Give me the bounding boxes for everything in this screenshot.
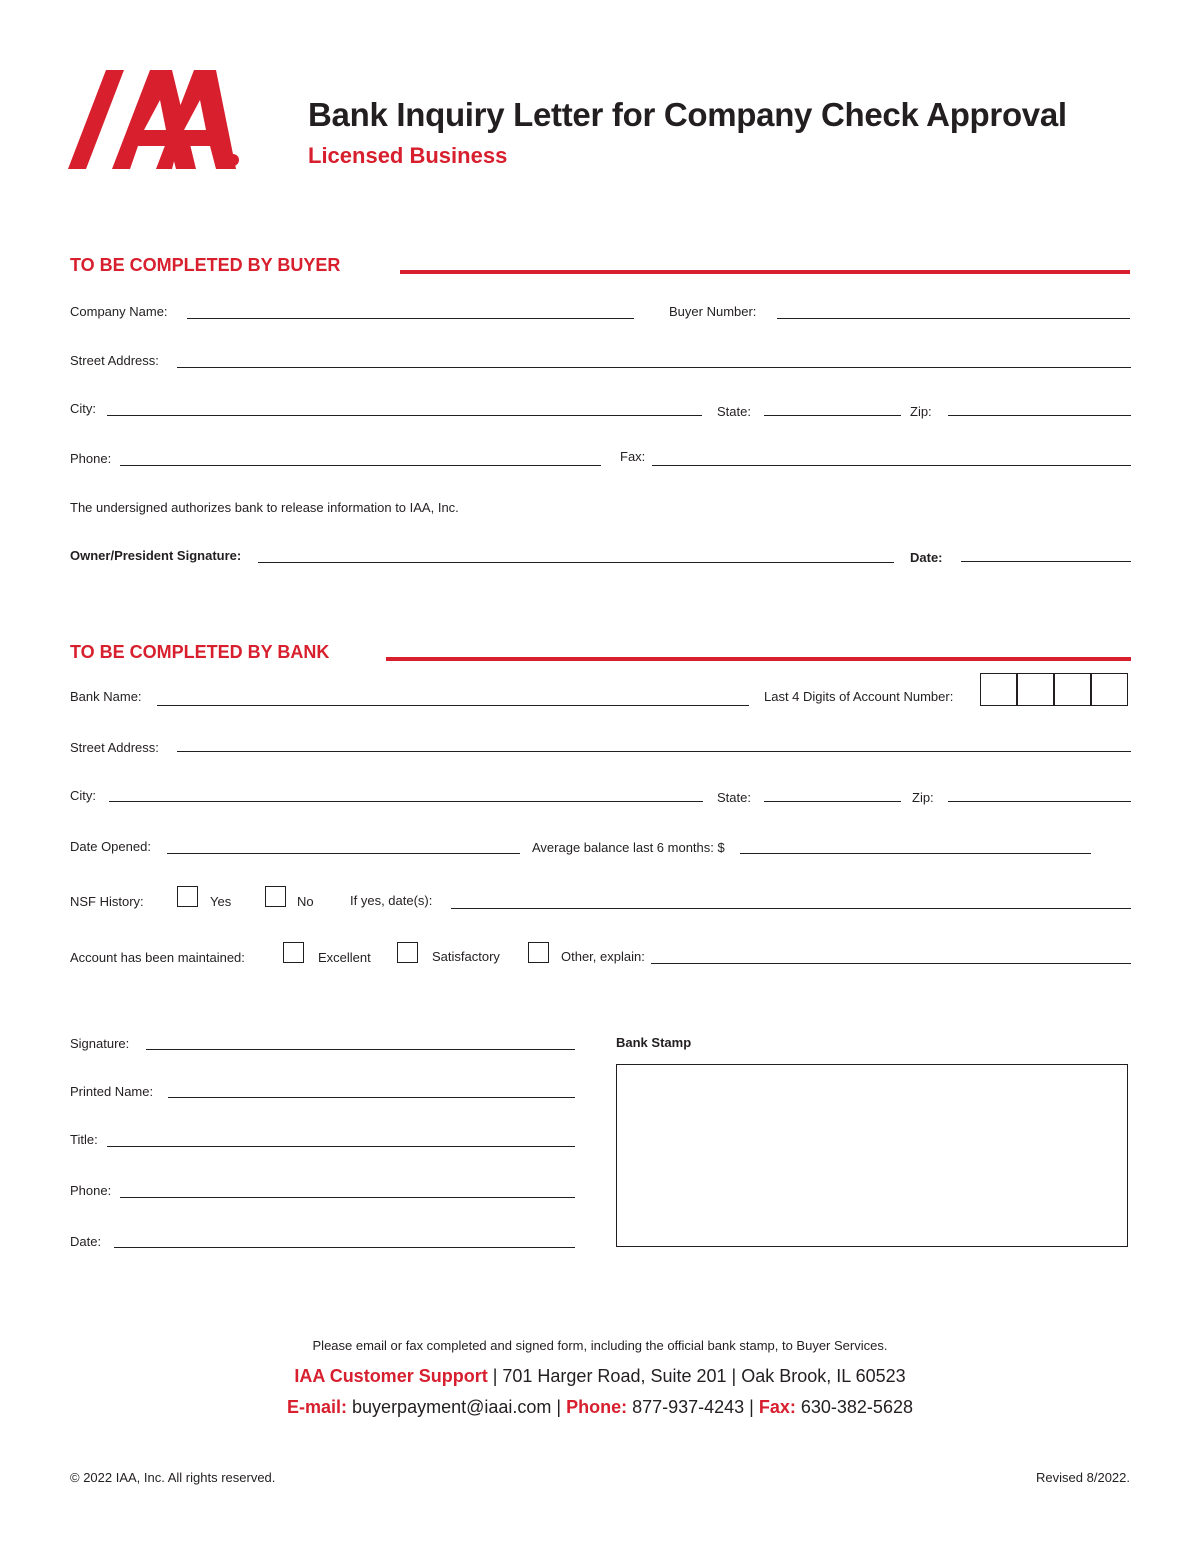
company-name-field[interactable]	[187, 318, 634, 319]
buyer-street-field[interactable]	[177, 367, 1131, 368]
excellent-checkbox[interactable]	[283, 942, 304, 963]
buyer-city-label: City:	[70, 401, 96, 416]
account-digit-3[interactable]	[1054, 673, 1091, 706]
page-subtitle: Licensed Business	[308, 143, 508, 168]
page-title: Bank Inquiry Letter for Company Check Approval	[308, 96, 1067, 133]
company-name-label: Company Name:	[70, 304, 168, 319]
bank-signature-field[interactable]	[146, 1049, 575, 1050]
bank-stamp-label: Bank Stamp	[616, 1035, 692, 1050]
bank-date-label: Date:	[70, 1234, 102, 1249]
maintained-label: Account has been maintained:	[70, 950, 245, 965]
buyer-number-label: Buyer Number:	[669, 304, 757, 319]
copyright: © 2022 IAA, Inc. All rights reserved.	[70, 1470, 276, 1485]
bank-section-heading: TO BE COMPLETED BY BANK	[70, 642, 330, 662]
nsf-dates-field[interactable]	[451, 908, 1131, 909]
bank-date-field[interactable]	[114, 1247, 575, 1248]
date-opened-label: Date Opened:	[70, 839, 151, 854]
buyer-city-field[interactable]	[107, 415, 702, 416]
support-label: IAA Customer Support	[294, 1366, 488, 1386]
avg-balance-label: Average balance last 6 months: $	[532, 840, 725, 855]
buyer-section-heading: TO BE COMPLETED BY BUYER	[70, 255, 341, 275]
bank-phone-label: Phone:	[70, 1183, 112, 1198]
bank-street-field[interactable]	[177, 751, 1131, 752]
nsf-yes-label: Yes	[210, 894, 232, 909]
satisfactory-label: Satisfactory	[432, 949, 500, 964]
owner-signature-field[interactable]	[258, 562, 894, 563]
phone-label: Phone:	[566, 1397, 628, 1417]
printed-name-label: Printed Name:	[70, 1084, 154, 1099]
bank-name-field[interactable]	[157, 705, 749, 706]
bank-state-label: State:	[717, 790, 751, 805]
buyer-zip-label: Zip:	[910, 404, 932, 419]
bank-stamp-box[interactable]	[616, 1064, 1128, 1247]
bank-name-label: Bank Name:	[70, 689, 142, 704]
date-opened-field[interactable]	[167, 853, 520, 854]
email-label: E-mail:	[287, 1397, 348, 1417]
phone-value: 877-937-4243 |	[627, 1397, 759, 1417]
footer-support-line	[0, 1366, 1200, 1387]
fax-value: 630-382-5628	[795, 1397, 913, 1417]
buyer-phone-label: Phone:	[70, 451, 112, 466]
account-digit-1[interactable]	[980, 673, 1017, 706]
iaa-logo-mark	[68, 68, 240, 172]
owner-date-field[interactable]	[961, 561, 1131, 562]
buyer-number-field[interactable]	[777, 318, 1130, 319]
iaa-logo	[68, 68, 240, 172]
title-field[interactable]	[107, 1146, 575, 1147]
printed-name-field[interactable]	[168, 1097, 575, 1098]
bank-zip-label: Zip:	[912, 790, 934, 805]
authorization-text: The undersigned authorizes bank to release information to IAA, Inc.	[70, 500, 459, 515]
bank-phone-field[interactable]	[120, 1197, 575, 1198]
title-label: Title:	[70, 1132, 98, 1147]
other-label: Other, explain:	[561, 949, 645, 964]
footer-contact-line	[0, 1397, 1200, 1418]
fax-label: Fax:	[758, 1397, 796, 1417]
support-address: | 701 Harger Road, Suite 201 | Oak Brook, IL 60523	[487, 1366, 906, 1386]
bank-street-label: Street Address:	[70, 740, 159, 755]
account-digit-4[interactable]	[1091, 673, 1128, 706]
nsf-yes-checkbox[interactable]	[177, 886, 198, 907]
bank-city-field[interactable]	[109, 801, 703, 802]
owner-signature-label: Owner/President Signature:	[70, 548, 242, 563]
buyer-zip-field[interactable]	[948, 415, 1131, 416]
nsf-dates-label: If yes, date(s):	[350, 893, 433, 908]
nsf-no-label: No	[297, 894, 314, 909]
bank-section-rule	[386, 657, 1131, 661]
footer-note: Please email or fax completed and signed form, including the official bank stamp, to Buyer Services.	[312, 1338, 888, 1353]
buyer-phone-field[interactable]	[120, 465, 601, 466]
buyer-street-label: Street Address:	[70, 353, 159, 368]
nsf-history-label: NSF History:	[70, 894, 144, 909]
buyer-state-field[interactable]	[764, 415, 901, 416]
account-digit-2[interactable]	[1017, 673, 1054, 706]
bank-zip-field[interactable]	[948, 801, 1131, 802]
nsf-no-checkbox[interactable]	[265, 886, 286, 907]
last4-label: Last 4 Digits of Account Number:	[764, 689, 954, 704]
bank-city-label: City:	[70, 788, 96, 803]
satisfactory-checkbox[interactable]	[397, 942, 418, 963]
buyer-fax-field[interactable]	[652, 465, 1131, 466]
buyer-fax-label: Fax:	[620, 449, 646, 464]
excellent-label: Excellent	[318, 950, 371, 965]
other-explain-field[interactable]	[651, 963, 1131, 964]
bank-state-field[interactable]	[764, 801, 901, 802]
bank-signature-label: Signature:	[70, 1036, 130, 1051]
buyer-state-label: State:	[717, 404, 751, 419]
owner-date-label: Date:	[910, 550, 943, 565]
buyer-section-rule	[400, 270, 1130, 274]
avg-balance-field[interactable]	[740, 853, 1091, 854]
revised-date: Revised 8/2022.	[1036, 1470, 1130, 1485]
email-value[interactable]: buyerpayment@iaai.com |	[347, 1397, 567, 1417]
other-checkbox[interactable]	[528, 942, 549, 963]
